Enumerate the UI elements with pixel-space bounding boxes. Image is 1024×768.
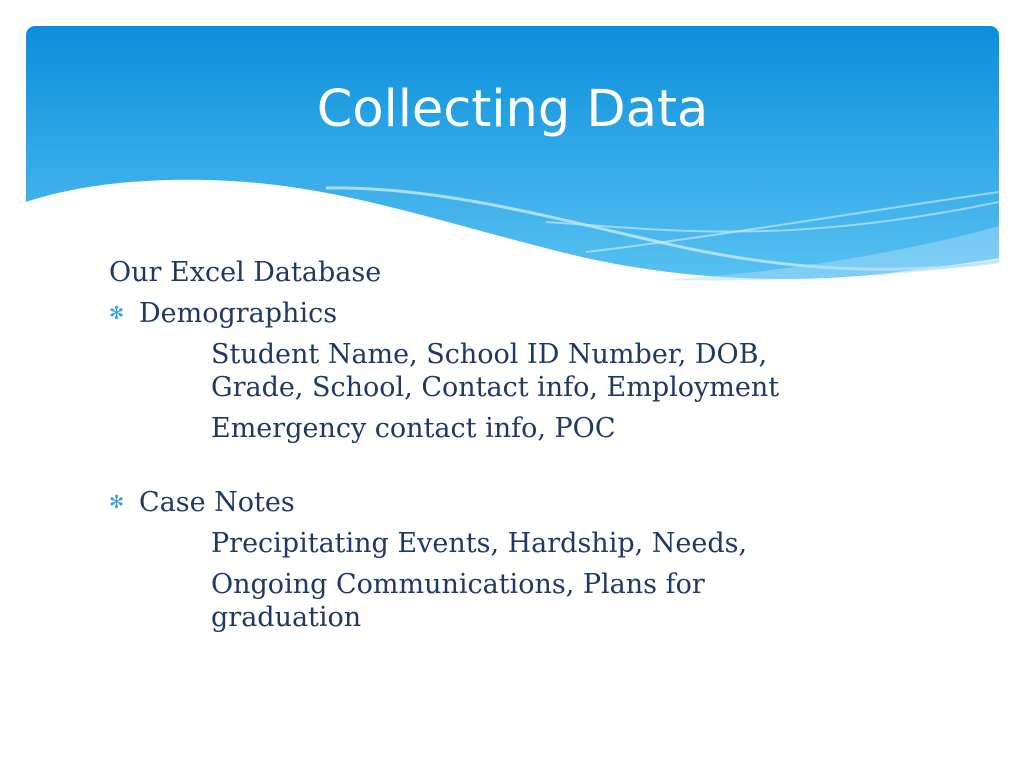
detail-line: Student Name, School ID Number, DOB,	[211, 339, 768, 370]
detail-line: graduation	[211, 602, 362, 633]
spacer	[109, 453, 929, 486]
slide-body	[109, 256, 929, 642]
detail-demographics-2	[109, 412, 929, 445]
bullet-case-notes	[109, 486, 929, 519]
detail-case-notes-1	[109, 527, 929, 560]
asterisk-bullet-icon: ✻	[109, 303, 125, 324]
slide-title: Collecting Data	[316, 80, 709, 139]
asterisk-bullet-icon: ✻	[109, 492, 125, 513]
bullet-heading: Case Notes	[139, 487, 295, 518]
bullet-demographics	[109, 297, 929, 330]
detail-demographics-1	[109, 338, 929, 404]
detail-line: Grade, School, Contact info, Employment	[211, 372, 780, 403]
intro-text: Our Excel Database	[109, 257, 382, 288]
detail-line: Emergency contact info, POC	[211, 413, 616, 444]
detail-line: Ongoing Communications, Plans for	[211, 569, 705, 600]
detail-line: Precipitating Events, Hardship, Needs,	[211, 528, 748, 559]
bullet-heading: Demographics	[139, 298, 338, 329]
detail-case-notes-2	[109, 568, 929, 634]
